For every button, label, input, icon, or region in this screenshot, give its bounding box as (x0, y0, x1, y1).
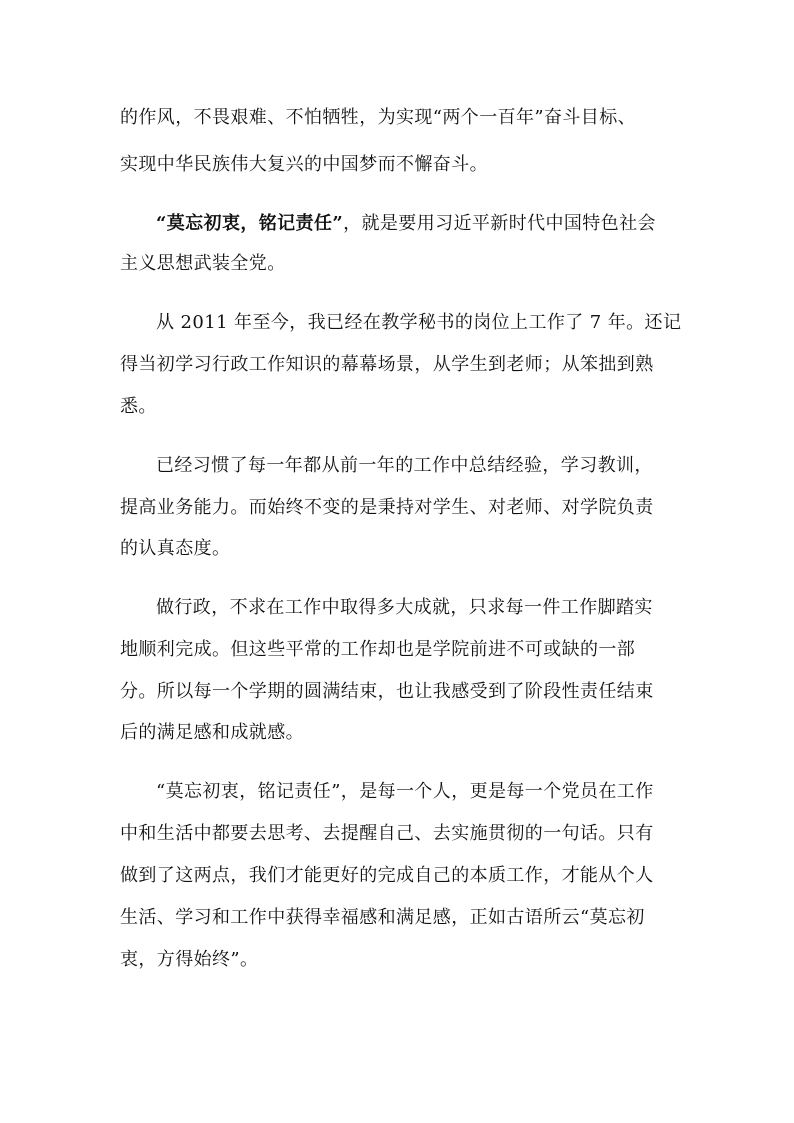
paragraph-6-line-3: 做到了这两点，我们才能更好的完成自己的本质工作，才能从个人 (120, 865, 654, 886)
paragraph-6-line-4: 生活、学习和工作中获得幸福感和满足感，正如古语所云“莫忘初 (120, 907, 645, 928)
paragraph-2-line-1 (156, 212, 656, 236)
paragraph-6-line-2: 中和生活中都要去思考、去提醒自己、去实施贯彻的一句话。只有 (120, 823, 654, 844)
paragraph-5-line-3: 分。所以每一个学期的圆满结束，也让我感受到了阶段性责任结束 (120, 681, 654, 702)
paragraph-5-line-4: 后的满足感和成就感。 (120, 722, 304, 743)
paragraph-4-line-3: 的认真态度。 (120, 538, 231, 559)
emphasis-text: “莫忘初衷，铭记责任” (156, 213, 344, 234)
paragraph-6-line-1: “莫忘初衷，铭记责任”，是每一个人，更是每一个党员在工作 (156, 781, 654, 802)
paragraph-5-line-2: 地顺利完成。但这些平常的工作却也是学院前进不可或缺的一部 (120, 639, 636, 660)
paragraph-4-line-2: 提高业务能力。而始终不变的是秉持对学生、对老师、对学院负责 (120, 497, 654, 518)
paragraph-2-line-2: 主义思想武装全党。 (120, 253, 286, 274)
paragraph-2-line-1-rest: ，就是要用习近平新时代中国特色社会 (343, 213, 656, 234)
paragraph-3-line-2: 得当初学习行政工作知识的幕幕场景，从学生到老师；从笨拙到熟 (120, 354, 654, 375)
paragraph-5-line-1: 做行政，不求在工作中取得多大成就，只求每一件工作脚踏实 (156, 597, 653, 618)
paragraph-3-line-1: 从 2011 年至今，我已经在教学秘书的岗位上工作了 7 年。还记 (156, 312, 682, 333)
paragraph-1-line-1: 的作风，不畏艰难、不怕牺牲，为实现“两个一百年”奋斗目标、 (120, 107, 637, 128)
paragraph-1-line-2: 实现中华民族伟大复兴的中国梦而不懈奋斗。 (120, 154, 488, 175)
paragraph-3-line-3: 悉。 (120, 396, 157, 417)
paragraph-4-line-1: 已经习惯了每一年都从前一年的工作中总结经验，学习教训， (156, 455, 653, 476)
paragraph-6-line-5: 衷，方得始终”。 (120, 949, 259, 970)
